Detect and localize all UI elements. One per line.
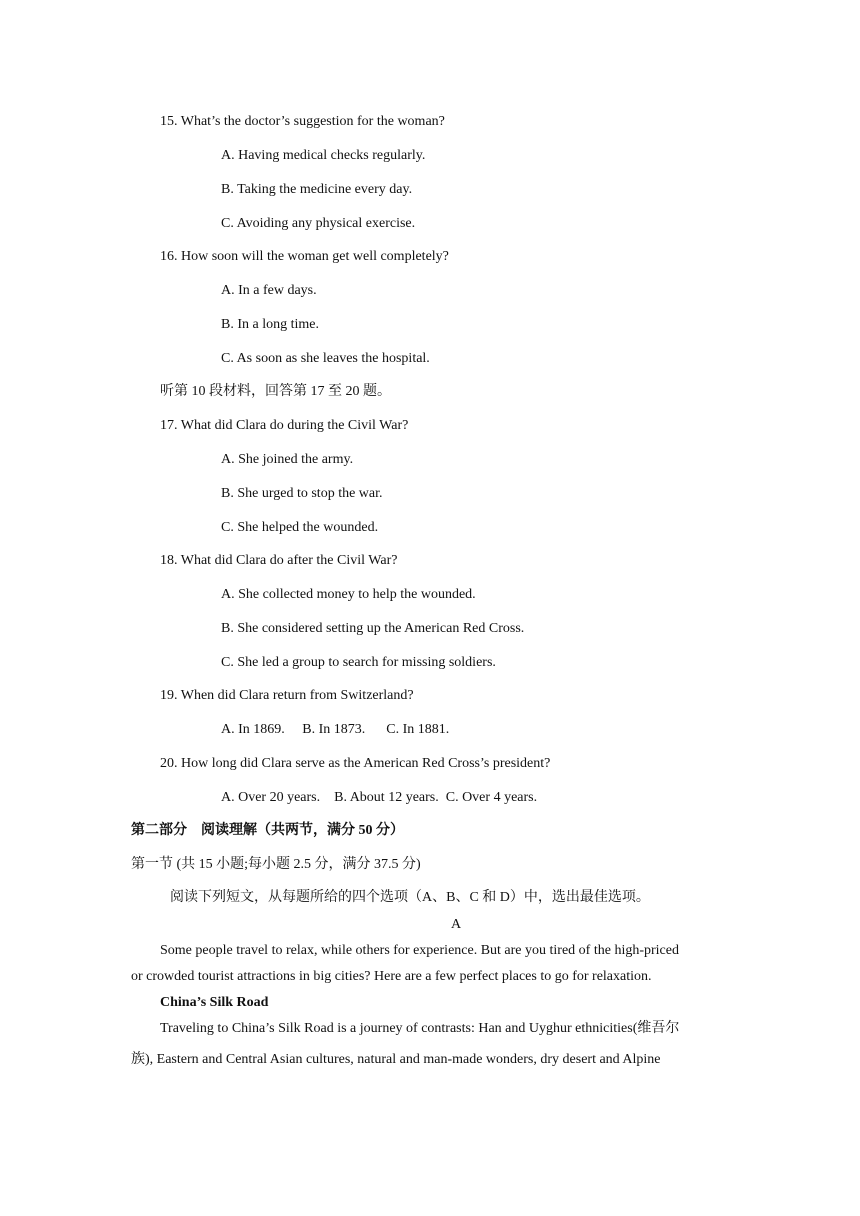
question-20-options: A. Over 20 years. B. About 12 years. C. Over 4 years. [221,790,538,805]
question-17-stem: 17. What did Clara do during the Civil War? [160,418,409,433]
question-20-stem: 20. How long did Clara serve as the American Red Cross’s president? [160,756,551,771]
passage-intro-line-2: or crowded tourist attractions in big cities? Here are a few perfect places to go for relaxation. [131,969,652,984]
question-17-option-b: B. She urged to stop the war. [221,486,383,501]
question-16-stem: 16. How soon will the woman get well completely? [160,249,449,264]
passage-body-line-2: 族), Eastern and Central Asian cultures, natural and man-made wonders, dry desert and Alpine [131,1052,661,1067]
passage-body-line-1: Traveling to China’s Silk Road is a journey of contrasts: Han and Uyghur ethnicities(维吾尔 [160,1021,680,1036]
question-15-option-b: B. Taking the medicine every day. [221,182,413,197]
question-17-option-a: A. She joined the army. [221,452,354,467]
question-16-option-a: A. In a few days. [221,283,317,298]
question-15-stem: 15. What’s the doctor’s suggestion for the woman? [160,114,445,129]
section-10-instruction: 听第 10 段材料，回答第 17 至 20 题。 [160,384,391,399]
question-16-option-b: B. In a long time. [221,317,319,332]
passage-letter: A [450,917,462,932]
question-19-stem: 19. When did Clara return from Switzerland? [160,688,414,703]
passage-intro-line-1: Some people travel to relax, while others for experience. But are you tired of the high-priced [160,943,679,958]
question-18-option-a: A. She collected money to help the wounded. [221,587,476,602]
reading-instruction: 阅读下列短文，从每题所给的四个选项（A、B、C 和 D）中，选出最佳选项。 [170,890,650,905]
section-one-heading: 第一节 (共 15 小题;每小题 2.5 分，满分 37.5 分) [131,857,421,872]
question-18-stem: 18. What did Clara do after the Civil War? [160,553,398,568]
question-15-option-a: A. Having medical checks regularly. [221,148,426,163]
question-19-options: A. In 1869. B. In 1873. C. In 1881. [221,722,450,737]
question-15-option-c: C. Avoiding any physical exercise. [221,216,416,231]
part-two-heading: 第二部分 阅读理解（共两节，满分 50 分） [131,823,404,838]
question-17-option-c: C. She helped the wounded. [221,520,379,535]
passage-subheading: China’s Silk Road [160,995,269,1010]
question-18-option-c: C. She led a group to search for missing soldiers. [221,655,496,670]
question-16-option-c: C. As soon as she leaves the hospital. [221,351,430,366]
question-18-option-b: B. She considered setting up the American Red Cross. [221,621,525,636]
